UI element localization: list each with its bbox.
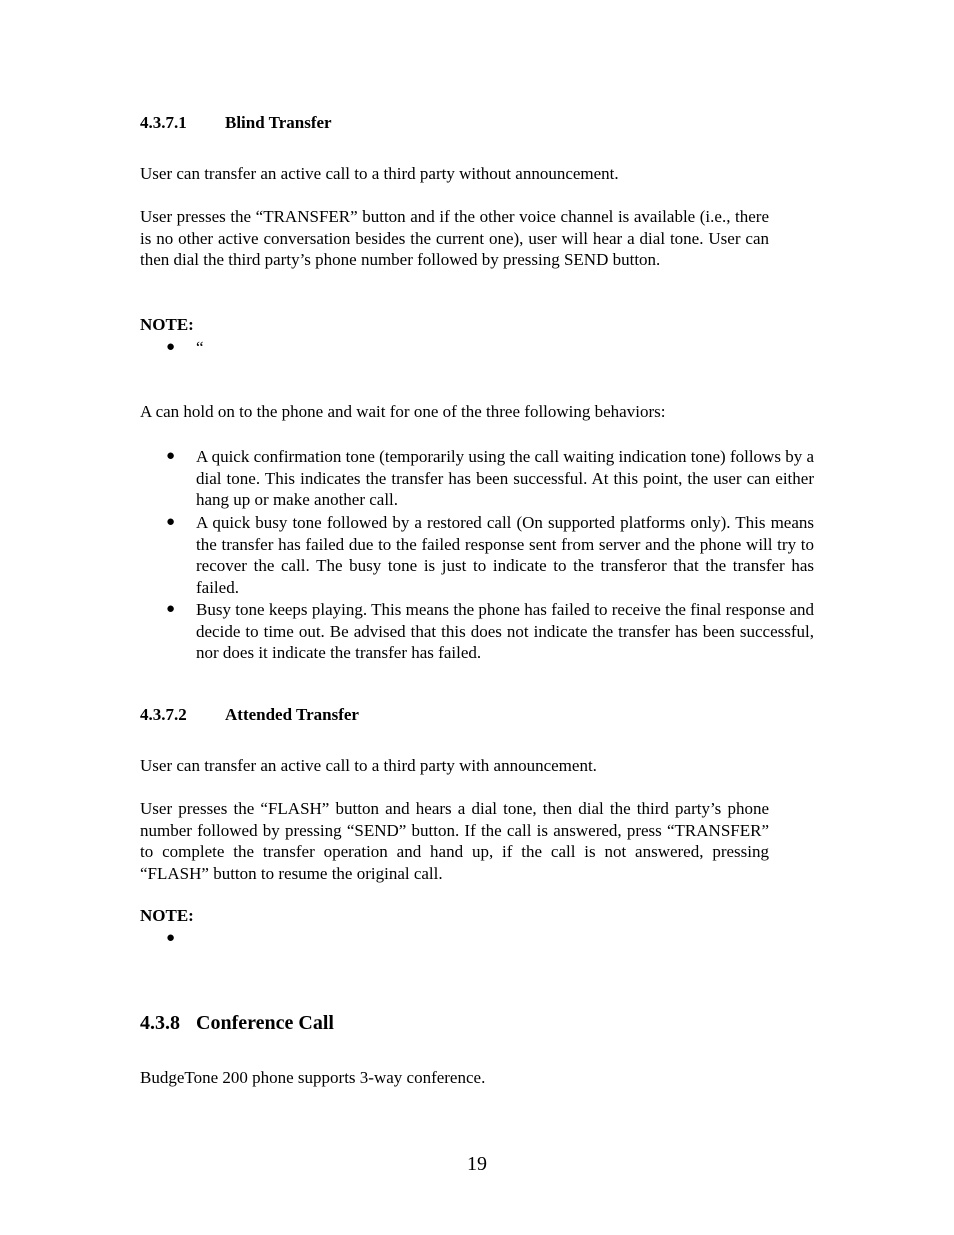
- heading-conference-call: [140, 1012, 334, 1035]
- list-item: [166, 512, 814, 598]
- list-item: [166, 446, 814, 511]
- note-bullet: [166, 337, 814, 359]
- page-number: 19: [467, 1153, 487, 1175]
- bullet-icon: ●: [166, 448, 176, 464]
- paragraph: BudgeTone 200 phone supports 3-way conference.: [140, 1068, 486, 1087]
- heading-attended-transfer: [140, 705, 359, 725]
- list-item: [166, 599, 814, 664]
- paragraph: User can transfer an active call to a third party with announcement.: [140, 756, 597, 775]
- heading-number: 4.3.7.1: [140, 113, 187, 132]
- note-label: NOTE:: [140, 906, 194, 925]
- heading-title: Conference Call: [196, 1012, 334, 1034]
- paragraph: User presses the “FLASH” button and hears a dial tone, then dial the third party’s phone number followed by pressing “SEND” button. If the call is answered, press “TRANSFER” to complete the transfer operation and hand up, if the call is not answered, pressing “FLASH” button to resume the original call.: [140, 799, 769, 883]
- heading-number: 4.3.7.2: [140, 705, 187, 724]
- bullet-text: “: [196, 338, 204, 357]
- bullet-icon: ●: [166, 514, 176, 530]
- note-label: NOTE:: [140, 315, 194, 334]
- bullet-text: A quick confirmation tone (temporarily using the call waiting indication tone) follows by a dial tone. This indicates the transfer has been successful. At this point, the user can either hang up or make another call.: [196, 447, 814, 509]
- note-bullet: [166, 928, 814, 950]
- heading-title: Attended Transfer: [225, 705, 359, 724]
- bullet-icon: ●: [166, 601, 176, 617]
- heading-number: 4.3.8: [140, 1012, 180, 1034]
- bullet-text: Busy tone keeps playing. This means the phone has failed to receive the final response and decide to time out. Be advised that this does not indicate the transfer has been successful, nor does it indicate the transfer has failed.: [196, 600, 814, 662]
- paragraph: A can hold on to the phone and wait for one of the three following behaviors:: [140, 402, 666, 421]
- bullet-text: A quick busy tone followed by a restored call (On supported platforms only). This means the transfer has failed due to the failed response sent from server and the phone will try to recover the call. The busy tone is just to indicate to the transferor that the transfer has failed.: [196, 513, 814, 597]
- paragraph: User can transfer an active call to a third party without announcement.: [140, 164, 619, 183]
- paragraph: User presses the “TRANSFER” button and if the other voice channel is available (i.e., there is no other active conversation besides the current one), user will hear a dial tone. User can then dial the third party’s phone number followed by pressing SEND button.: [140, 207, 769, 269]
- bullet-icon: ●: [166, 339, 176, 355]
- bullet-icon: ●: [166, 930, 176, 946]
- bullet-text: [196, 928, 814, 950]
- heading-title: Blind Transfer: [225, 113, 332, 132]
- heading-blind-transfer: [140, 113, 332, 133]
